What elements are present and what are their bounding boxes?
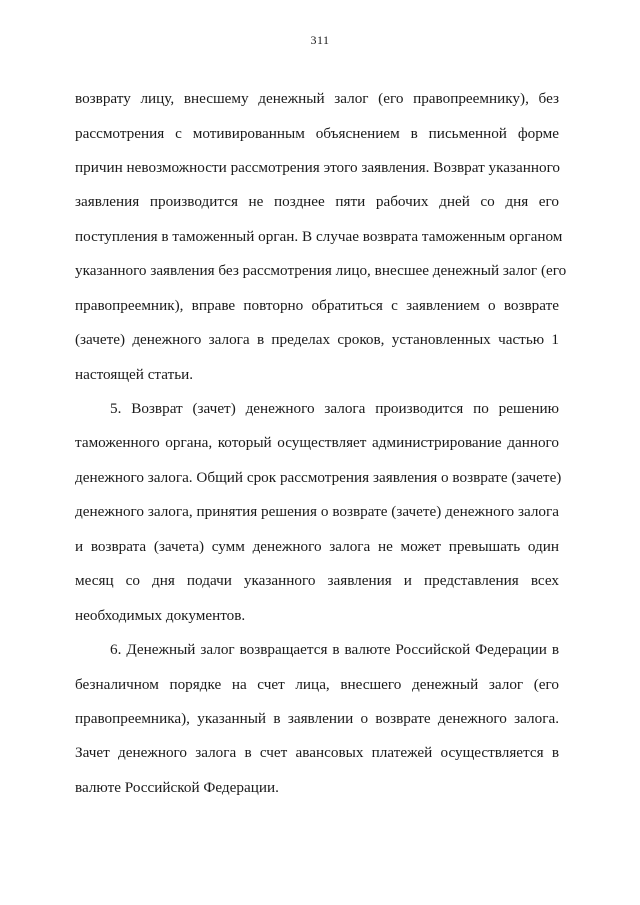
text-line: Зачет денежного залога в счет авансовых платежей осуществляется в [75, 744, 559, 761]
text-line: правопреемника), указанный в заявлении о возврате денежного залога. [75, 710, 559, 727]
text-line: денежного залога, принятия решения о возврате (зачете) денежного залога [75, 503, 559, 520]
text-line: необходимых документов. [75, 607, 246, 624]
text-line: 6. Денежный залог возвращается в валюте Российской Федерации в [110, 641, 559, 658]
text-line: безналичном порядке на счет лица, внесшего денежный залог (его [75, 676, 559, 693]
text-line: указанного заявления без рассмотрения лицо, внесшее денежный залог (его [75, 262, 567, 279]
text-line: 5. Возврат (зачет) денежного залога производится по решению [110, 400, 559, 417]
text-line: заявления производится не позднее пяти рабочих дней со дня его [75, 193, 559, 210]
text-line: (зачете) денежного залога в пределах сроков, установленных частью 1 [75, 331, 559, 348]
text-line: правопреемник), вправе повторно обратиться с заявлением о возврате [75, 297, 559, 314]
text-line: и возврата (зачета) сумм денежного залога не может превышать один [75, 538, 559, 555]
text-line: возврату лицу, внесшему денежный залог (его правопреемнику), без [75, 90, 559, 107]
text-line: месяц со дня подачи указанного заявления и представления всех [75, 572, 559, 589]
text-line: причин невозможности рассмотрения этого заявления. Возврат указанного [75, 159, 561, 176]
text-line: поступления в таможенный орган. В случае возврата таможенным органом [75, 228, 563, 245]
text-line: валюте Российской Федерации. [75, 779, 279, 796]
text-line: таможенного органа, который осуществляет администрирование данного [75, 434, 559, 451]
text-line: денежного залога. Общий срок рассмотрения заявления о возврате (зачете) [75, 469, 562, 486]
text-line: настоящей статьи. [75, 366, 194, 383]
text-line: рассмотрения с мотивированным объяснением в письменной форме [75, 125, 559, 142]
page-number: 311 [310, 33, 330, 47]
